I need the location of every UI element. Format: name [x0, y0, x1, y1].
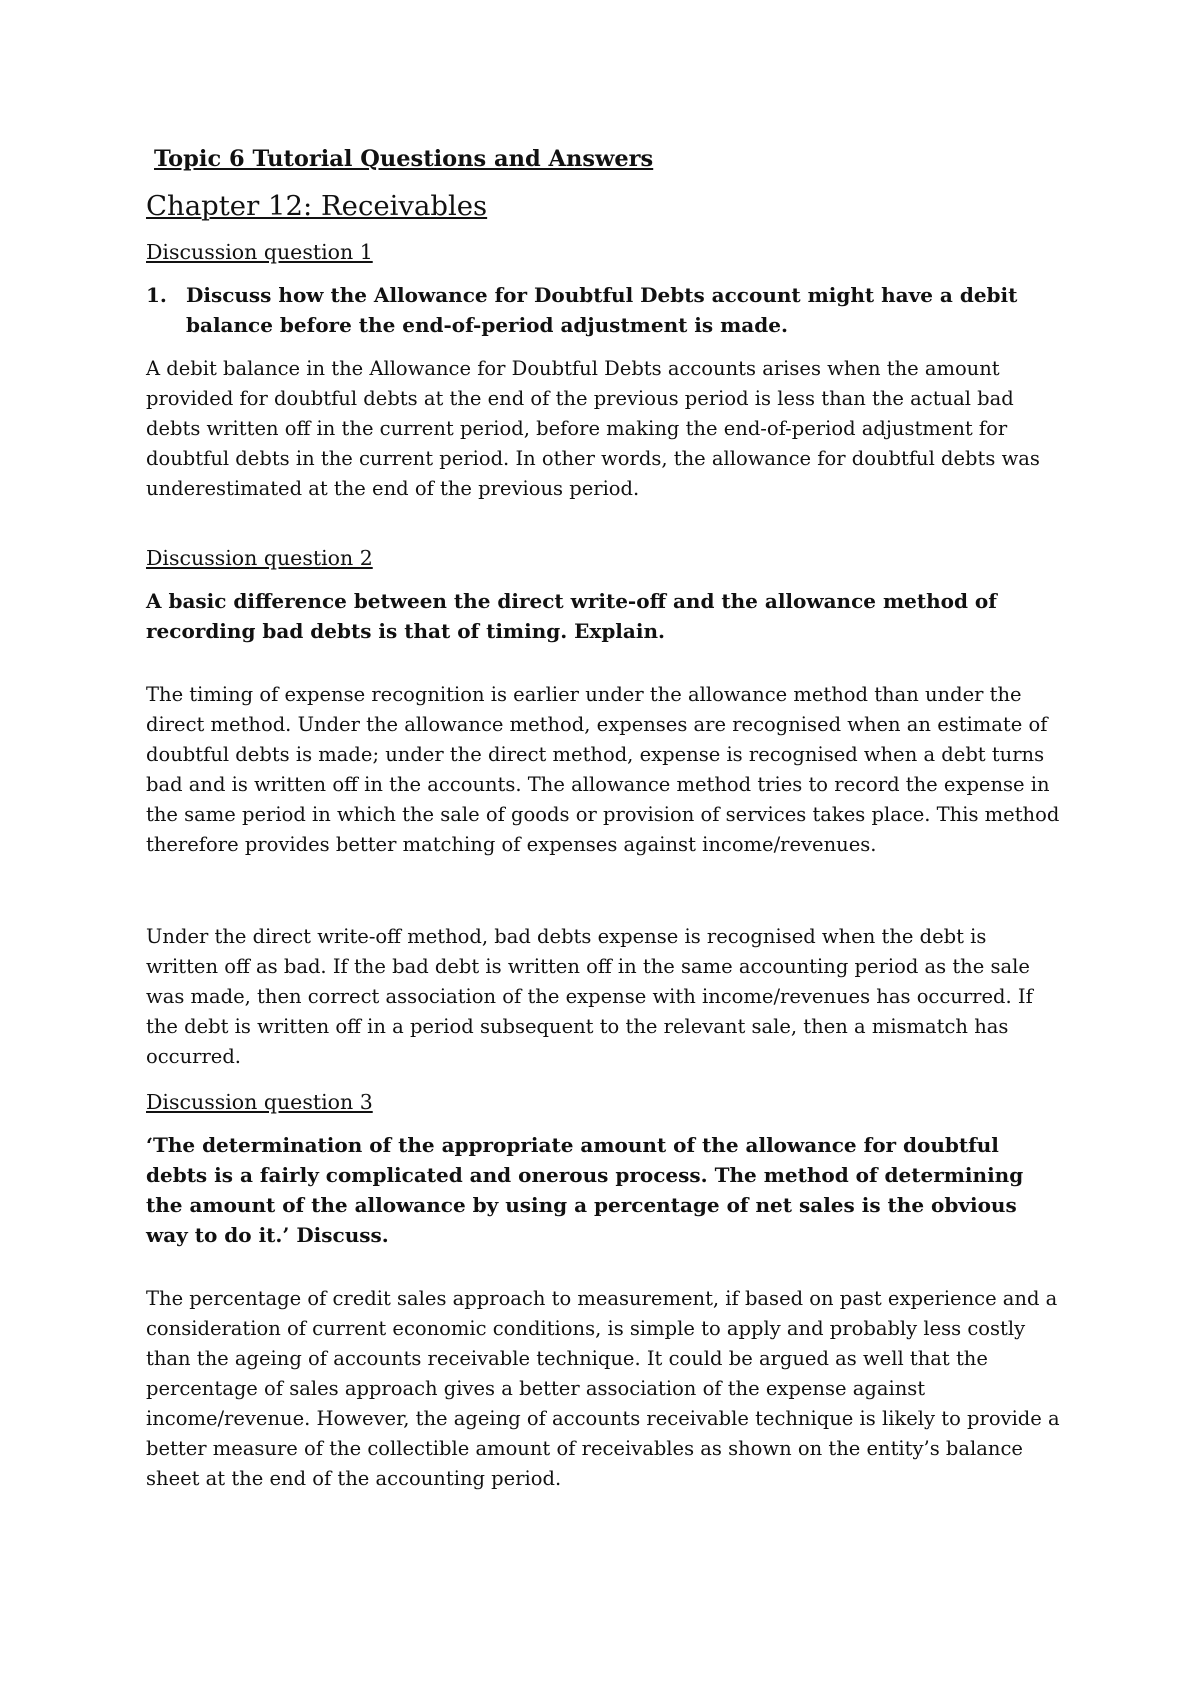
section-discussion-1	[146, 238, 1060, 504]
question-item	[146, 280, 1060, 340]
question-list	[146, 280, 1060, 340]
question-text: A basic difference between the direct write-off and the allowance method of recording bad debts is that of timing. Explain.	[146, 589, 997, 643]
question-text: ‘The determination of the appropriate amount of the allowance for doubtful debts is a fairly complicated and onerous process. The method of determining the amount of the allowance by using a percentage of net sales is the obvious way to do it.’ Discuss.	[146, 1133, 1024, 1247]
answer-paragraph: The timing of expense recognition is earlier under the allowance method than under the direct method. Under the allowance method, expenses are recognised when an estimate of doubtful debts is made; under the direct method, expense is recognised when a debt turns bad and is written off in the accounts. The allowance method tries to record the expense in the same period in which the sale of goods or provision of services takes place. This method therefore provides better matching of expenses against income/revenues.	[146, 683, 1060, 856]
page-title: Topic 6 Tutorial Questions and Answers	[154, 146, 654, 172]
answer-paragraph: Under the direct write-off method, bad debts expense is recognised when the debt is written off as bad. If the bad debt is written off in the same accounting period as the sale was made, then correct association of the expense with income/revenues has occurred. If the debt is written off in a period subsequent to the relevant sale, then a mismatch has occurred.	[146, 925, 1033, 1068]
question-number: 1.	[146, 283, 167, 307]
chapter-title: Chapter 12: Receivables	[146, 190, 488, 222]
section-discussion-2	[146, 544, 1060, 1072]
question-text: Discuss how the Allowance for Doubtful Debts account might have a debit balance before the end-of-period adjustment is made.	[186, 283, 1018, 337]
section-discussion-3	[146, 1088, 1060, 1494]
answer-paragraph: The percentage of credit sales approach to measurement, if based on past experience and a consideration of current economic conditions, is simple to apply and probably less costly than the ageing of accounts receivable technique. It could be argued as well that the percentage of sales approach gives a better association of the expense against income/revenue. However, the ageing of accounts receivable technique is likely to provide a better measure of the collectible amount of receivables as shown on the entity’s balance sheet at the end of the accounting period.	[146, 1287, 1060, 1490]
answer-paragraph: A debit balance in the Allowance for Doubtful Debts accounts arises when the amount provided for doubtful debts at the end of the previous period is less than the actual bad debts written off in the current period, before making the end-of-period adjustment for doubtful debts in the current period. In other words, the allowance for doubtful debts was underestimated at the end of the previous period.	[146, 357, 1040, 500]
section-heading: Discussion question 2	[146, 546, 373, 570]
section-heading: Discussion question 3	[146, 1090, 373, 1114]
section-heading: Discussion question 1	[146, 240, 373, 264]
